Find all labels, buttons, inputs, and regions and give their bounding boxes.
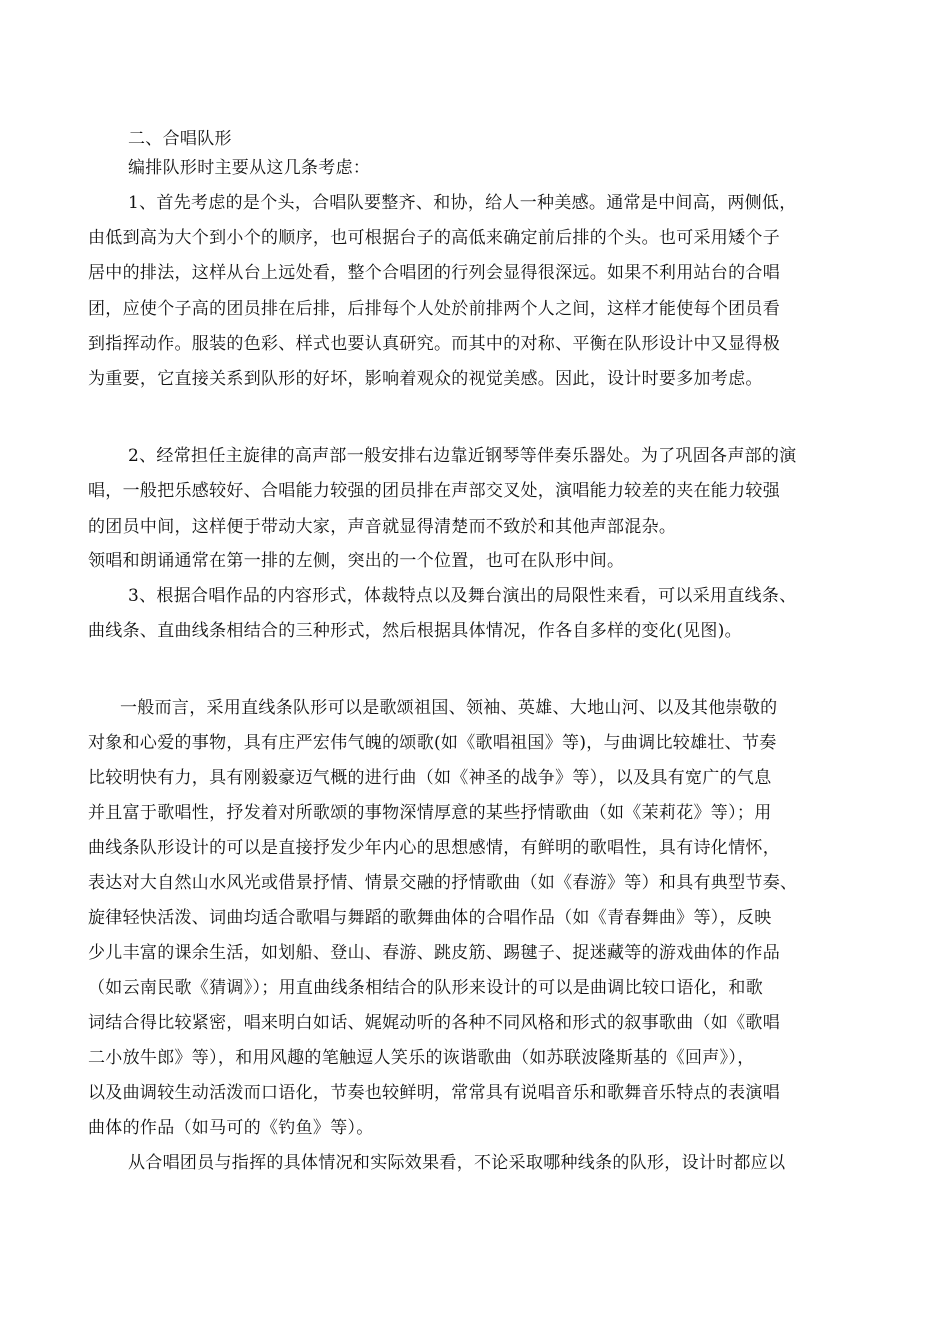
general-line: 对象和心爱的事物，具有庄严宏伟气魄的颂歌(如《歌唱祖国》等)，与曲调比较雄壮、节奏 (88, 733, 777, 753)
point1-line: 到指挥动作。服装的色彩、样式也要认真研究。而其中的对称、平衡在队形设计中又显得极 (88, 334, 780, 354)
final-line: 从合唱团员与指挥的具体情况和实际效果看，不论采取哪种线条的队形，设计时都应以 (128, 1153, 786, 1173)
point1-line: 由低到高为大个到小个的顺序，也可根据台子的高低来确定前后排的个头。也可采用矮个子 (88, 228, 780, 248)
general-line: 曲线条队形设计的可以是直接抒发少年内心的思想感情，有鲜明的歌唱性，具有诗化情怀， (88, 838, 780, 858)
general-line: 一般而言，采用直线条队形可以是歌颂祖国、领袖、英雄、大地山河、以及其他崇敬的 (120, 698, 778, 718)
point1-line: 1、首先考虑的是个头，合唱队要整齐、和协，给人一种美感。通常是中间高，两侧低， (128, 193, 797, 213)
point2-line: 2、经常担任主旋律的高声部一般安排右边靠近钢琴等伴奏乐器处。为了巩固各声部的演 (128, 446, 797, 466)
intro-line: 编排队形时主要从这几条考虑： (128, 158, 371, 178)
point1-line: 团，应使个子高的团员排在后排，后排每个人处於前排两个人之间，这样才能使每个团员看 (88, 299, 780, 319)
general-line: 旋律轻快活泼、词曲均适合歌唱与舞蹈的歌舞曲体的合唱作品（如《青春舞曲》等），反映 (88, 908, 772, 928)
section-heading: 二、合唱队形 (128, 129, 232, 149)
general-line: 表达对大自然山水风光或借景抒情、情景交融的抒情歌曲（如《春游》等）和具有典型节奏、 (88, 873, 798, 893)
general-line: 词结合得比较紧密，唱来明白如话、娓娓动听的各种不同风格和形式的叙事歌曲（如《歌唱 (88, 1013, 780, 1033)
general-line: （如云南民歌《猜调》）；用直曲线条相结合的队形来设计的可以是曲调比较口语化，和歌 (88, 978, 763, 998)
point2-line: 唱，一般把乐感较好、合唱能力较强的团员排在声部交叉处，演唱能力较差的夹在能力较强 (88, 481, 780, 501)
general-line: 比较明快有力，具有刚毅豪迈气概的进行曲（如《神圣的战争》等），以及具有宽广的气息 (88, 768, 772, 788)
point1-line: 居中的排法，这样从台上远处看，整个合唱团的行列会显得很深远。如果不利用站台的合唱 (88, 263, 780, 283)
general-line: 二小放牛郎》等），和用风趣的笔触逗人笑乐的诙谐歌曲（如苏联波隆斯基的《回声》）， (88, 1048, 755, 1068)
general-line: 曲体的作品（如马可的《钓鱼》等）。 (88, 1118, 374, 1138)
point3-line: 曲线条、直曲线条相结合的三种形式，然后根据具体情况，作各自多样的变化(见图)。 (88, 621, 742, 641)
point1-line: 为重要，它直接关系到队形的好坏，影响着观众的视觉美感。因此，设计时要多加考虑。 (88, 369, 763, 389)
point3-line: 3、根据合唱作品的内容形式，体裁特点以及舞台演出的局限性来看，可以采用直线条、 (128, 586, 797, 606)
general-line: 少儿丰富的课余生活，如划船、登山、春游、跳皮筋、踢毽子、捉迷藏等的游戏曲体的作品 (88, 943, 780, 963)
general-line: 并且富于歌唱性，抒发着对所歌颂的事物深情厚意的某些抒情歌曲（如《茉莉花》等）；用 (88, 803, 772, 823)
general-line: 以及曲调较生动活泼而口语化，节奏也较鲜明，常常具有说唱音乐和歌舞音乐特点的表演唱 (88, 1083, 780, 1103)
point2-line: 的团员中间，这样便于带动大家，声音就显得清楚而不致於和其他声部混杂。 (88, 517, 677, 537)
point2-line: 领唱和朗诵通常在第一排的左侧，突出的一个位置，也可在队形中间。 (88, 551, 625, 571)
